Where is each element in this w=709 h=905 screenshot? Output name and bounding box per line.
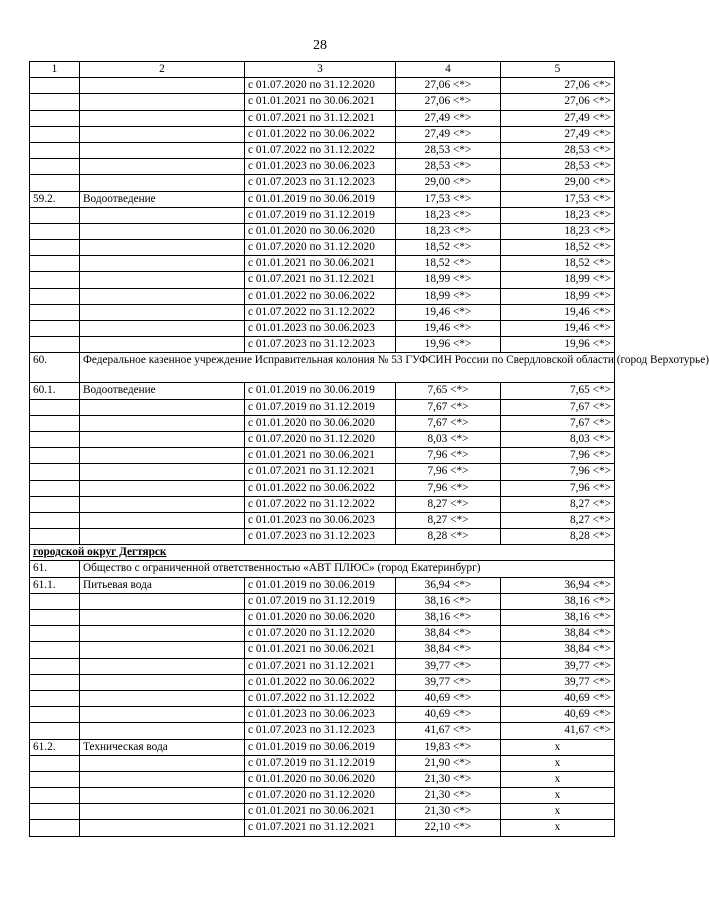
period: с 01.07.2022 по 31.12.2022	[245, 496, 396, 512]
tariff-value-vat: 19,46 <*>	[501, 321, 615, 337]
row-number: 61.2.	[30, 739, 80, 755]
row-number	[30, 529, 80, 545]
row-number	[30, 223, 80, 239]
service-name	[80, 448, 245, 464]
row-number	[30, 415, 80, 431]
service-name	[80, 496, 245, 512]
tariff-value: 38,16 <*>	[396, 610, 501, 626]
period: с 01.07.2020 по 31.12.2020	[245, 788, 396, 804]
period: с 01.01.2019 по 30.06.2019	[245, 739, 396, 755]
period: с 01.07.2020 по 31.12.2020	[245, 240, 396, 256]
period: с 01.07.2022 по 31.12.2022	[245, 304, 396, 320]
row-number	[30, 78, 80, 94]
tariff-value-vat: 7,65 <*>	[501, 383, 615, 399]
service-name	[80, 642, 245, 658]
service-name	[80, 110, 245, 126]
period: с 01.01.2023 по 30.06.2023	[245, 512, 396, 528]
tariff-value: 19,83 <*>	[396, 739, 501, 755]
tariff-value: 7,96 <*>	[396, 480, 501, 496]
tariff-value: 40,69 <*>	[396, 707, 501, 723]
row-number	[30, 304, 80, 320]
row-number	[30, 207, 80, 223]
table-row	[30, 771, 615, 787]
row-number	[30, 788, 80, 804]
tariff-value-vat: 18,23 <*>	[501, 223, 615, 239]
tariff-value-vat: 28,53 <*>	[501, 159, 615, 175]
table-row	[30, 820, 615, 836]
tariff-value: 21,30 <*>	[396, 771, 501, 787]
period: с 01.01.2020 по 30.06.2020	[245, 223, 396, 239]
tariff-value: 7,96 <*>	[396, 448, 501, 464]
service-name	[80, 321, 245, 337]
period: с 01.07.2019 по 31.12.2019	[245, 755, 396, 771]
tariff-value: 18,99 <*>	[396, 288, 501, 304]
tariff-table	[29, 61, 709, 837]
tariff-value-vat: 29,00 <*>	[501, 175, 615, 191]
tariff-value-vat: 27,06 <*>	[501, 94, 615, 110]
table-row	[30, 674, 615, 690]
table-row	[30, 496, 615, 512]
table-row	[30, 593, 615, 609]
period: с 01.01.2019 по 30.06.2019	[245, 383, 396, 399]
row-number: 61.	[30, 561, 80, 577]
tariff-value-vat: 38,16 <*>	[501, 610, 615, 626]
tariff-value-vat: x	[501, 739, 615, 755]
tariff-value-vat: 40,69 <*>	[501, 707, 615, 723]
period: с 01.07.2023 по 31.12.2023	[245, 723, 396, 739]
tariff-value: 18,52 <*>	[396, 240, 501, 256]
tariff-value-vat: 8,27 <*>	[501, 496, 615, 512]
row-number	[30, 337, 80, 353]
table-row	[30, 529, 615, 545]
row-number	[30, 159, 80, 175]
row-number	[30, 771, 80, 787]
tariff-value: 22,10 <*>	[396, 820, 501, 836]
service-name	[80, 755, 245, 771]
tariff-value: 40,69 <*>	[396, 690, 501, 706]
service-name	[80, 658, 245, 674]
tariff-value-vat: 27,49 <*>	[501, 110, 615, 126]
service-name	[80, 94, 245, 110]
tariff-value: 8,28 <*>	[396, 529, 501, 545]
tariff-value-vat: x	[501, 788, 615, 804]
tariff-value: 21,30 <*>	[396, 788, 501, 804]
table-row	[30, 610, 615, 626]
row-number	[30, 642, 80, 658]
table-row	[30, 480, 615, 496]
service-name	[80, 431, 245, 447]
row-number	[30, 175, 80, 191]
service-name	[80, 788, 245, 804]
service-name	[80, 512, 245, 528]
period: с 01.07.2022 по 31.12.2022	[245, 142, 396, 158]
tariff-value-vat: 7,67 <*>	[501, 399, 615, 415]
tariff-value: 8,03 <*>	[396, 431, 501, 447]
period: с 01.07.2021 по 31.12.2021	[245, 820, 396, 836]
tariff-value-vat: x	[501, 771, 615, 787]
row-number	[30, 272, 80, 288]
service-name	[80, 159, 245, 175]
tariff-value-vat: 27,06 <*>	[501, 78, 615, 94]
service-name	[80, 78, 245, 94]
period: с 01.07.2021 по 31.12.2021	[245, 464, 396, 480]
table-row	[30, 658, 615, 674]
period: с 01.07.2023 по 31.12.2023	[245, 529, 396, 545]
period: с 01.07.2021 по 31.12.2021	[245, 658, 396, 674]
table-header-row	[30, 62, 615, 78]
row-number	[30, 496, 80, 512]
tariff-value: 18,99 <*>	[396, 272, 501, 288]
tariff-value: 28,53 <*>	[396, 142, 501, 158]
column-header: 2	[80, 62, 245, 78]
row-number	[30, 755, 80, 771]
service-name	[80, 415, 245, 431]
table-row	[30, 94, 615, 110]
row-number	[30, 431, 80, 447]
period: с 01.01.2019 по 30.06.2019	[245, 577, 396, 593]
tariff-value: 7,67 <*>	[396, 415, 501, 431]
table-row	[30, 126, 615, 142]
service-name	[80, 820, 245, 836]
table-row	[30, 256, 615, 272]
period: с 01.07.2022 по 31.12.2022	[245, 690, 396, 706]
row-number	[30, 464, 80, 480]
period: с 01.07.2020 по 31.12.2020	[245, 626, 396, 642]
period: с 01.07.2023 по 31.12.2023	[245, 175, 396, 191]
period: с 01.01.2023 по 30.06.2023	[245, 159, 396, 175]
row-number	[30, 723, 80, 739]
table-row	[30, 464, 615, 480]
table-row	[30, 321, 615, 337]
service-name	[80, 529, 245, 545]
service-name	[80, 399, 245, 415]
period: с 01.01.2021 по 30.06.2021	[245, 804, 396, 820]
table-row	[30, 431, 615, 447]
tariff-value: 36,94 <*>	[396, 577, 501, 593]
period: с 01.01.2022 по 30.06.2022	[245, 480, 396, 496]
period: с 01.01.2021 по 30.06.2021	[245, 448, 396, 464]
service-name	[80, 674, 245, 690]
tariff-value: 18,23 <*>	[396, 207, 501, 223]
row-number	[30, 674, 80, 690]
service-name	[80, 337, 245, 353]
table-row	[30, 240, 615, 256]
organization-name: Общество с ограниченной ответственностью «АВТ ПЛЮС» (город Екатеринбург)	[80, 561, 615, 577]
row-number	[30, 610, 80, 626]
period: с 01.07.2021 по 31.12.2021	[245, 110, 396, 126]
tariff-value-vat: 41,67 <*>	[501, 723, 615, 739]
tariff-value: 8,27 <*>	[396, 496, 501, 512]
tariff-value-vat: 19,96 <*>	[501, 337, 615, 353]
service-name	[80, 126, 245, 142]
table-row	[30, 78, 615, 94]
period: с 01.01.2021 по 30.06.2021	[245, 94, 396, 110]
table-row	[30, 142, 615, 158]
tariff-value: 7,67 <*>	[396, 399, 501, 415]
tariff-value: 7,96 <*>	[396, 464, 501, 480]
column-header: 1	[30, 62, 80, 78]
row-number	[30, 448, 80, 464]
tariff-value: 27,06 <*>	[396, 94, 501, 110]
row-number	[30, 690, 80, 706]
row-number: 60.1.	[30, 383, 80, 399]
row-number	[30, 707, 80, 723]
tariff-value-vat: 8,27 <*>	[501, 512, 615, 528]
tariff-value-vat: 39,77 <*>	[501, 674, 615, 690]
tariff-value-vat: 7,96 <*>	[501, 448, 615, 464]
service-name	[80, 804, 245, 820]
tariff-value: 19,96 <*>	[396, 337, 501, 353]
tariff-value-vat: 38,16 <*>	[501, 593, 615, 609]
period: с 01.01.2020 по 30.06.2020	[245, 610, 396, 626]
period: с 01.01.2022 по 30.06.2022	[245, 288, 396, 304]
table-row	[30, 272, 615, 288]
tariff-value: 17,53 <*>	[396, 191, 501, 207]
row-number	[30, 256, 80, 272]
service-name	[80, 480, 245, 496]
tariff-value-vat: 7,96 <*>	[501, 464, 615, 480]
period: с 01.07.2023 по 31.12.2023	[245, 337, 396, 353]
tariff-value-vat: 18,23 <*>	[501, 207, 615, 223]
table-row	[30, 288, 615, 304]
tariff-value-vat: 8,28 <*>	[501, 529, 615, 545]
organization-row	[30, 561, 615, 577]
tariff-value: 21,30 <*>	[396, 804, 501, 820]
tariff-value: 38,84 <*>	[396, 642, 501, 658]
service-name	[80, 256, 245, 272]
district-name: городской округ Дегтярск	[33, 546, 167, 559]
period: с 01.07.2021 по 31.12.2021	[245, 272, 396, 288]
table-row	[30, 723, 615, 739]
service-name: Питьевая вода	[80, 577, 245, 593]
service-name	[80, 464, 245, 480]
table-row	[30, 383, 615, 399]
table-row	[30, 739, 615, 755]
tariff-value-vat: 7,96 <*>	[501, 480, 615, 496]
tariff-value: 38,16 <*>	[396, 593, 501, 609]
tariff-value: 38,84 <*>	[396, 626, 501, 642]
row-number	[30, 658, 80, 674]
period: с 01.01.2021 по 30.06.2021	[245, 256, 396, 272]
tariff-value: 27,49 <*>	[396, 110, 501, 126]
page-number: 28	[313, 38, 327, 53]
table-row	[30, 415, 615, 431]
tariff-value: 39,77 <*>	[396, 674, 501, 690]
table-row	[30, 512, 615, 528]
table-row	[30, 304, 615, 320]
service-name: Водоотведение	[80, 191, 245, 207]
table-row	[30, 788, 615, 804]
table-row	[30, 207, 615, 223]
table-row	[30, 626, 615, 642]
tariff-value-vat: 40,69 <*>	[501, 690, 615, 706]
service-name	[80, 175, 245, 191]
tariff-value: 21,90 <*>	[396, 755, 501, 771]
row-number	[30, 593, 80, 609]
service-name: Техническая вода	[80, 739, 245, 755]
organization-row	[30, 353, 615, 383]
row-number	[30, 804, 80, 820]
period: с 01.01.2023 по 30.06.2023	[245, 707, 396, 723]
tariff-value: 7,65 <*>	[396, 383, 501, 399]
row-number	[30, 512, 80, 528]
table-row	[30, 755, 615, 771]
organization-name: Федеральное казенное учреждение Исправительная колония № 53 ГУФСИН России по Свердловской области (город Верхотурье)	[80, 353, 615, 383]
tariff-value-vat: 17,53 <*>	[501, 191, 615, 207]
service-name	[80, 771, 245, 787]
table-row	[30, 399, 615, 415]
service-name	[80, 610, 245, 626]
service-name	[80, 723, 245, 739]
service-name	[80, 272, 245, 288]
row-number	[30, 142, 80, 158]
tariff-value-vat: 18,52 <*>	[501, 240, 615, 256]
service-name	[80, 223, 245, 239]
row-number	[30, 399, 80, 415]
period: с 01.01.2022 по 30.06.2022	[245, 126, 396, 142]
table-row	[30, 707, 615, 723]
row-number	[30, 321, 80, 337]
tariff-value: 41,67 <*>	[396, 723, 501, 739]
tariff-value: 27,06 <*>	[396, 78, 501, 94]
tariff-value-vat: 38,84 <*>	[501, 626, 615, 642]
tariff-value: 19,46 <*>	[396, 304, 501, 320]
district-row	[30, 545, 615, 561]
service-name	[80, 304, 245, 320]
table-row	[30, 175, 615, 191]
service-name	[80, 142, 245, 158]
table-row	[30, 223, 615, 239]
table-row	[30, 690, 615, 706]
period: с 01.07.2020 по 31.12.2020	[245, 431, 396, 447]
tariff-value: 8,27 <*>	[396, 512, 501, 528]
table-row	[30, 110, 615, 126]
row-number	[30, 288, 80, 304]
service-name	[80, 240, 245, 256]
period: с 01.01.2023 по 30.06.2023	[245, 321, 396, 337]
tariff-value-vat: x	[501, 755, 615, 771]
service-name	[80, 690, 245, 706]
tariff-value-vat: 8,03 <*>	[501, 431, 615, 447]
district-heading	[30, 545, 615, 561]
tariff-value: 18,52 <*>	[396, 256, 501, 272]
service-name	[80, 593, 245, 609]
period: с 01.01.2020 по 30.06.2020	[245, 415, 396, 431]
row-number	[30, 110, 80, 126]
row-number	[30, 126, 80, 142]
table-row	[30, 804, 615, 820]
tariff-value: 27,49 <*>	[396, 126, 501, 142]
row-number	[30, 626, 80, 642]
service-name	[80, 707, 245, 723]
period: с 01.01.2021 по 30.06.2021	[245, 642, 396, 658]
tariff-value-vat: 18,52 <*>	[501, 256, 615, 272]
period: с 01.07.2019 по 31.12.2019	[245, 207, 396, 223]
tariff-value-vat: 28,53 <*>	[501, 142, 615, 158]
tariff-value-vat: 27,49 <*>	[501, 126, 615, 142]
service-name	[80, 288, 245, 304]
service-name	[80, 207, 245, 223]
tariff-value-vat: 38,84 <*>	[501, 642, 615, 658]
column-header: 5	[501, 62, 615, 78]
tariff-value-vat: 19,46 <*>	[501, 304, 615, 320]
period: с 01.01.2022 по 30.06.2022	[245, 674, 396, 690]
table-row	[30, 191, 615, 207]
tariff-value: 19,46 <*>	[396, 321, 501, 337]
period: с 01.07.2019 по 31.12.2019	[245, 399, 396, 415]
period: с 01.07.2019 по 31.12.2019	[245, 593, 396, 609]
tariff-value-vat: x	[501, 804, 615, 820]
table-row	[30, 337, 615, 353]
row-number	[30, 94, 80, 110]
service-name: Водоотведение	[80, 383, 245, 399]
tariff-value-vat: 39,77 <*>	[501, 658, 615, 674]
row-number	[30, 480, 80, 496]
period: с 01.01.2019 по 30.06.2019	[245, 191, 396, 207]
tariff-value-vat: 18,99 <*>	[501, 272, 615, 288]
service-name	[80, 626, 245, 642]
row-number: 61.1.	[30, 577, 80, 593]
tariff-value: 29,00 <*>	[396, 175, 501, 191]
tariff-value: 28,53 <*>	[396, 159, 501, 175]
tariff-value: 18,23 <*>	[396, 223, 501, 239]
row-number	[30, 820, 80, 836]
row-number: 60.	[30, 353, 80, 383]
period: с 01.07.2020 по 31.12.2020	[245, 78, 396, 94]
table-row	[30, 159, 615, 175]
column-header: 3	[245, 62, 396, 78]
tariff-value: 39,77 <*>	[396, 658, 501, 674]
table-row	[30, 642, 615, 658]
tariff-value-vat: 7,67 <*>	[501, 415, 615, 431]
tariff-value-vat: x	[501, 820, 615, 836]
row-number	[30, 240, 80, 256]
table-row	[30, 577, 615, 593]
tariff-value-vat: 18,99 <*>	[501, 288, 615, 304]
tariff-value-vat: 36,94 <*>	[501, 577, 615, 593]
period: с 01.01.2020 по 30.06.2020	[245, 771, 396, 787]
row-number: 59.2.	[30, 191, 80, 207]
table-row	[30, 448, 615, 464]
column-header: 4	[396, 62, 501, 78]
